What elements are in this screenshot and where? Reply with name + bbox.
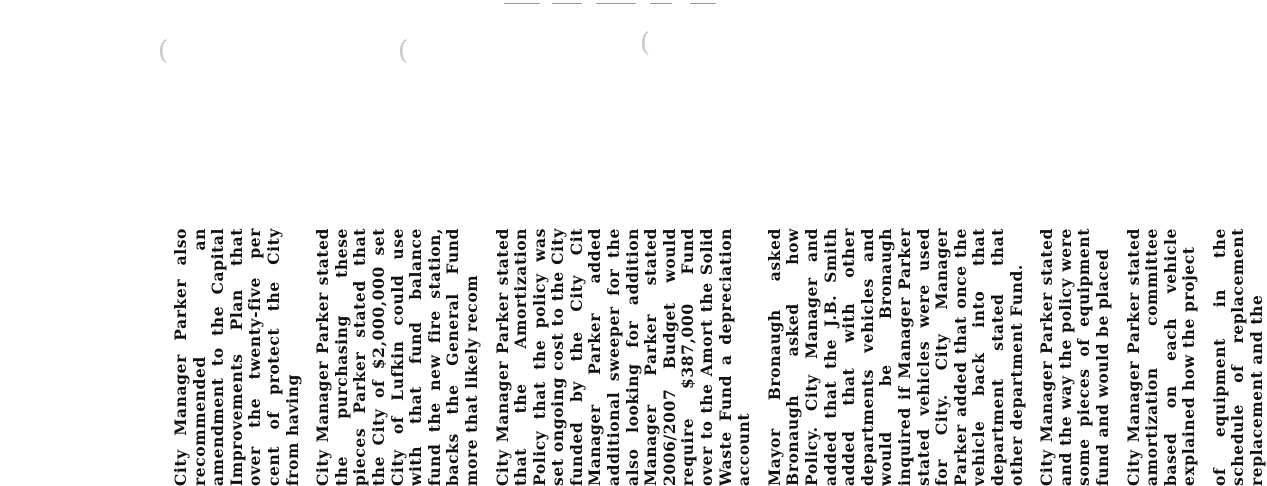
header-rule <box>690 3 716 4</box>
paragraph: City Manager Parker stated that the Amortization Policy that the policy was set ongoing cost to the City funded by the City Cit Manager Parker added additional sweeper for the also looking for addition Manager Parker stated 2006/2007 Budget would require $387,000 Fund over to the Amort the Solid Waste Fund a depreciation account <box>492 228 754 486</box>
header-rule <box>596 3 636 4</box>
paragraph: City Manager Parker stated the purchasing these pieces Parker stated that the City of $2,000,000 set City of Lufkin could use with that fund balance fund the new fire station, backs the General Fund more that likely recom <box>313 228 481 486</box>
rotated-text-block <box>171 228 1267 486</box>
header-rule <box>552 3 582 4</box>
header-rule <box>650 3 672 4</box>
paragraph: City Manager Parker stated and the way the policy were some pieces of equipment fund and would be placed <box>1037 228 1112 486</box>
paragraph: of equipment in the schedule of replacement replacement and the <box>1209 228 1267 486</box>
paragraph: Mayor Bronaugh asked Bronaugh asked how Policy. City Manager and added that the J.B. Smith added that with other departments vehicles and would be Bronaugh inquired if Manager Parker stated vehicles were used for City. City Manager Parker added that once the vehicle back into that department stated that other department Fund. <box>764 228 1026 486</box>
paragraph: City Manager Parker stated amortization committee based on each vehicle explained how the project <box>1123 228 1199 486</box>
margin-mark: ( <box>398 36 409 66</box>
rotated-text-inner <box>171 228 1267 486</box>
paragraph: City Manager Parker also recommended an amendment to the Capital Improvements Plan that over the twenty-five per cent of protect the City from having <box>171 228 302 486</box>
header-rule <box>504 3 540 4</box>
margin-mark: ( <box>640 28 651 58</box>
margin-mark: ( <box>158 36 169 66</box>
